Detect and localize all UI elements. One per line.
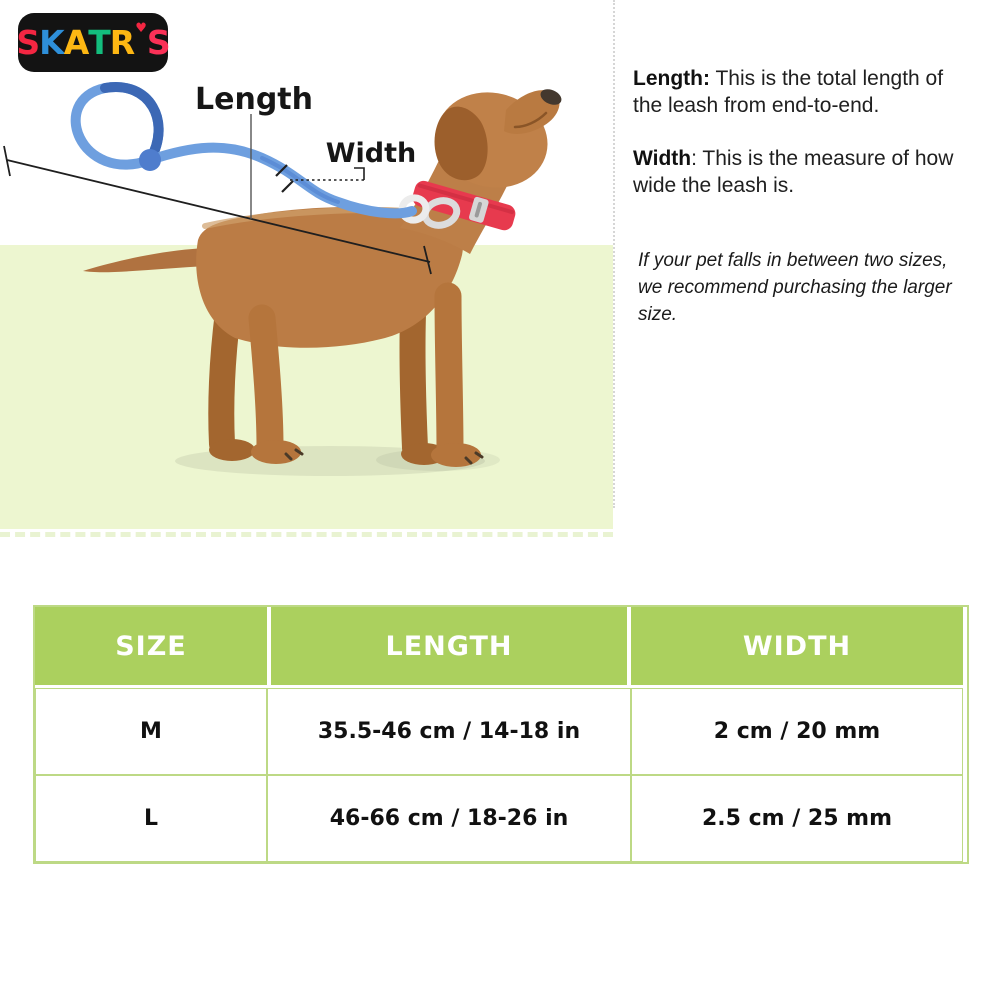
width-pointer-bracket bbox=[354, 168, 364, 180]
size-table-cell-length-l: 46-66 cm / 18-26 in bbox=[267, 775, 631, 862]
dog-paw bbox=[209, 439, 255, 461]
width-definition-body: : This is the measure of how wide the leash is. bbox=[633, 147, 954, 197]
size-table-cell-width-l: 2.5 cm / 25 mm bbox=[631, 775, 963, 862]
length-definition-text bbox=[633, 65, 973, 119]
leash-stopper-knot bbox=[139, 149, 161, 171]
size-table-header-width: WIDTH bbox=[631, 607, 963, 688]
size-table-header-length: LENGTH bbox=[267, 607, 631, 688]
dog-rear-leg-near bbox=[262, 318, 270, 447]
stage-bottom-dashes bbox=[0, 532, 613, 537]
length-annotation-label: Length bbox=[195, 82, 313, 117]
dog-paw bbox=[431, 443, 481, 467]
size-table-header-size: SIZE bbox=[35, 607, 267, 688]
size-table bbox=[33, 605, 969, 864]
logo-letter: K bbox=[39, 23, 64, 62]
heart-apostrophe-icon: ♥ bbox=[135, 21, 146, 36]
dog-paw bbox=[251, 440, 301, 464]
size-table-cell-width-m: 2 cm / 20 mm bbox=[631, 688, 963, 775]
logo-letter: A bbox=[63, 23, 89, 62]
logo-letter: T bbox=[88, 23, 110, 62]
length-term: Length: bbox=[633, 67, 710, 90]
length-definition-body: This is the total length of the leash from end-to-end. bbox=[633, 67, 944, 117]
width-definition-text bbox=[633, 145, 973, 199]
size-table-cell-length-m: 35.5-46 cm / 14-18 in bbox=[267, 688, 631, 775]
width-annotation-label: Width bbox=[325, 138, 417, 169]
size-table-cell-size-m: M bbox=[35, 688, 267, 775]
width-term: Width bbox=[633, 147, 692, 170]
leash-measurement-diagram bbox=[0, 0, 615, 545]
dog-front-leg-near bbox=[448, 296, 450, 450]
logo-letter: S bbox=[146, 23, 170, 62]
logo-letter: S bbox=[16, 23, 40, 62]
size-table-cell-size-l: L bbox=[35, 775, 267, 862]
logo-letter: R bbox=[109, 23, 135, 62]
dotted-divider bbox=[613, 0, 615, 508]
sizing-note-text: If your pet falls in between two sizes, we recommend purchasing the larger size. bbox=[638, 250, 952, 325]
width-tick-lower bbox=[282, 181, 293, 192]
